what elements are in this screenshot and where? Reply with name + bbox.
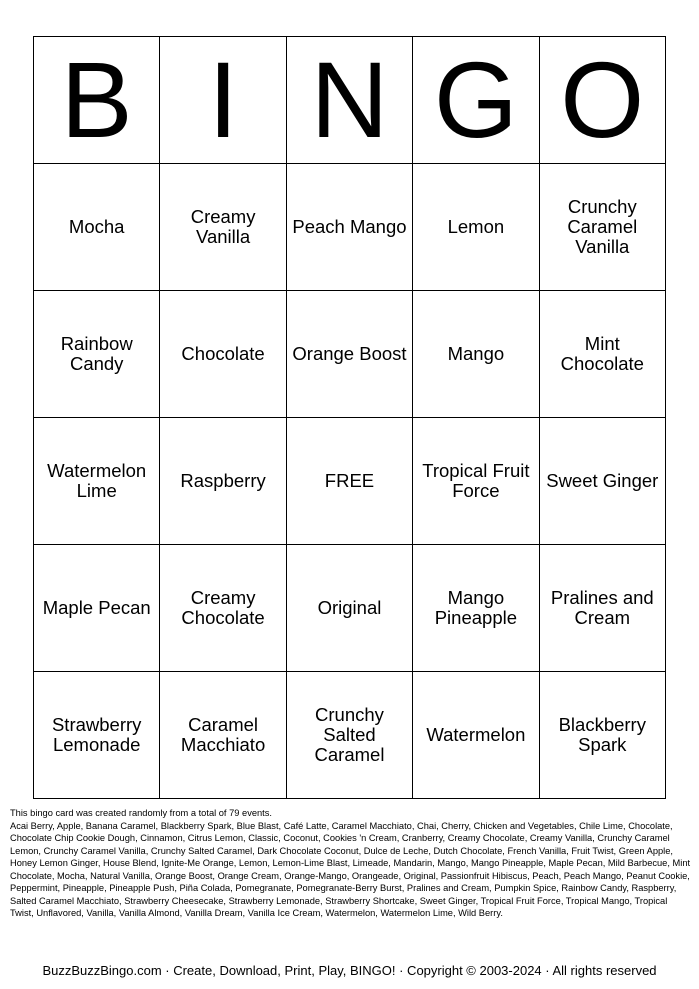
bingo-cell: Watermelon [413, 672, 539, 799]
bingo-cell: Caramel Macchiato [160, 672, 286, 799]
bingo-card [33, 36, 666, 799]
header-letter-o: O [539, 37, 665, 164]
bingo-row-2 [34, 291, 666, 418]
bingo-cell: Mango Pineapple [413, 545, 539, 672]
bingo-cell: Blackberry Spark [539, 672, 665, 799]
bingo-row-3 [34, 418, 666, 545]
bingo-cell: Tropical Fruit Force [413, 418, 539, 545]
bingo-cell: Rainbow Candy [34, 291, 160, 418]
header-letter-i: I [160, 37, 286, 164]
card-info [10, 807, 692, 920]
bingo-cell: Creamy Chocolate [160, 545, 286, 672]
header-letter-n: N [286, 37, 412, 164]
bingo-cell: Lemon [413, 164, 539, 291]
card-summary: This bingo card was created randomly from a total of 79 events. [10, 808, 272, 818]
bingo-cell: Pralines and Cream [539, 545, 665, 672]
bingo-cell: Mango [413, 291, 539, 418]
event-list: Acai Berry, Apple, Banana Caramel, Blackberry Spark, Blue Blast, Café Latte, Caramel Macchiato, Chai, Cherry, Chicken and Vegetables, Chile Lime, Chocolate, Chocolate Chip Cookie Dough, Cinnamon, Citrus Lemon, Classic, Coconut, Cookies 'n Cream, Cranberry, Creamy Chocolate, Creamy Vanilla, Crunchy Caramel Lemon, Crunchy Caramel Vanilla, Crunchy Salted Caramel, Dark Chocolate Coconut, Dulce de Leche, Dutch Chocolate, French Vanilla, Fruit Twist, Green Apple, Honey Lemon Ginger, House Blend, Ignite-Me Orange, Lemon, Lemon-Lime Blast, Limeade, Mandarin, Mango, Mango Pineapple, Maple Pecan, Mild Barbecue, Mint Chocolate, Mocha, Natural Vanilla, Orange Boost, Orange Cream, Orange-Mango, Orangeade, Original, Passionfruit Hibiscus, Peach, Peach Mango, Peanut Cookie, Peppermint, Pineapple, Pineapple Push, Piña Colada, Pomegranate, Pomegranate-Berry Burst, Pralines and Cream, Pumpkin Spice, Rainbow Candy, Raspberry, Salted Caramel Macchiato, Strawberry Cheesecake, Strawberry Lemonade, Strawberry Shortcake, Sweet Ginger, Tropical Fruit Force, Tropical Mango, Tropical Twist, Unflavored, Vanilla, Vanilla Almond, Vanilla Dream, Vanilla Ice Cream, Watermelon, Watermelon Lime, Wild Berry. [10, 820, 691, 918]
bingo-cell: Mocha [34, 164, 160, 291]
bingo-cell: Sweet Ginger [539, 418, 665, 545]
bingo-cell: Creamy Vanilla [160, 164, 286, 291]
bingo-cell: Mint Chocolate [539, 291, 665, 418]
bingo-header-row [34, 37, 666, 164]
bingo-cell: Maple Pecan [34, 545, 160, 672]
header-letter-g: G [413, 37, 539, 164]
bingo-row-5 [34, 672, 666, 799]
bingo-cell: Orange Boost [286, 291, 412, 418]
footer-copyright: BuzzBuzzBingo.com · Create, Download, Print, Play, BINGO! · Copyright © 2003-2024 · All rights reserved [42, 963, 657, 978]
header-letter-b: B [34, 37, 160, 164]
bingo-cell: Crunchy Salted Caramel [286, 672, 412, 799]
bingo-cell: Watermelon Lime [34, 418, 160, 545]
bingo-cell: Original [286, 545, 412, 672]
bingo-row-1 [34, 164, 666, 291]
bingo-cell: Crunchy Caramel Vanilla [539, 164, 665, 291]
bingo-cell: Chocolate [160, 291, 286, 418]
bingo-cell: Strawberry Lemonade [34, 672, 160, 799]
bingo-cell: Peach Mango [286, 164, 412, 291]
bingo-cell: Raspberry [160, 418, 286, 545]
bingo-row-4 [34, 545, 666, 672]
free-space-cell: FREE [286, 418, 412, 545]
